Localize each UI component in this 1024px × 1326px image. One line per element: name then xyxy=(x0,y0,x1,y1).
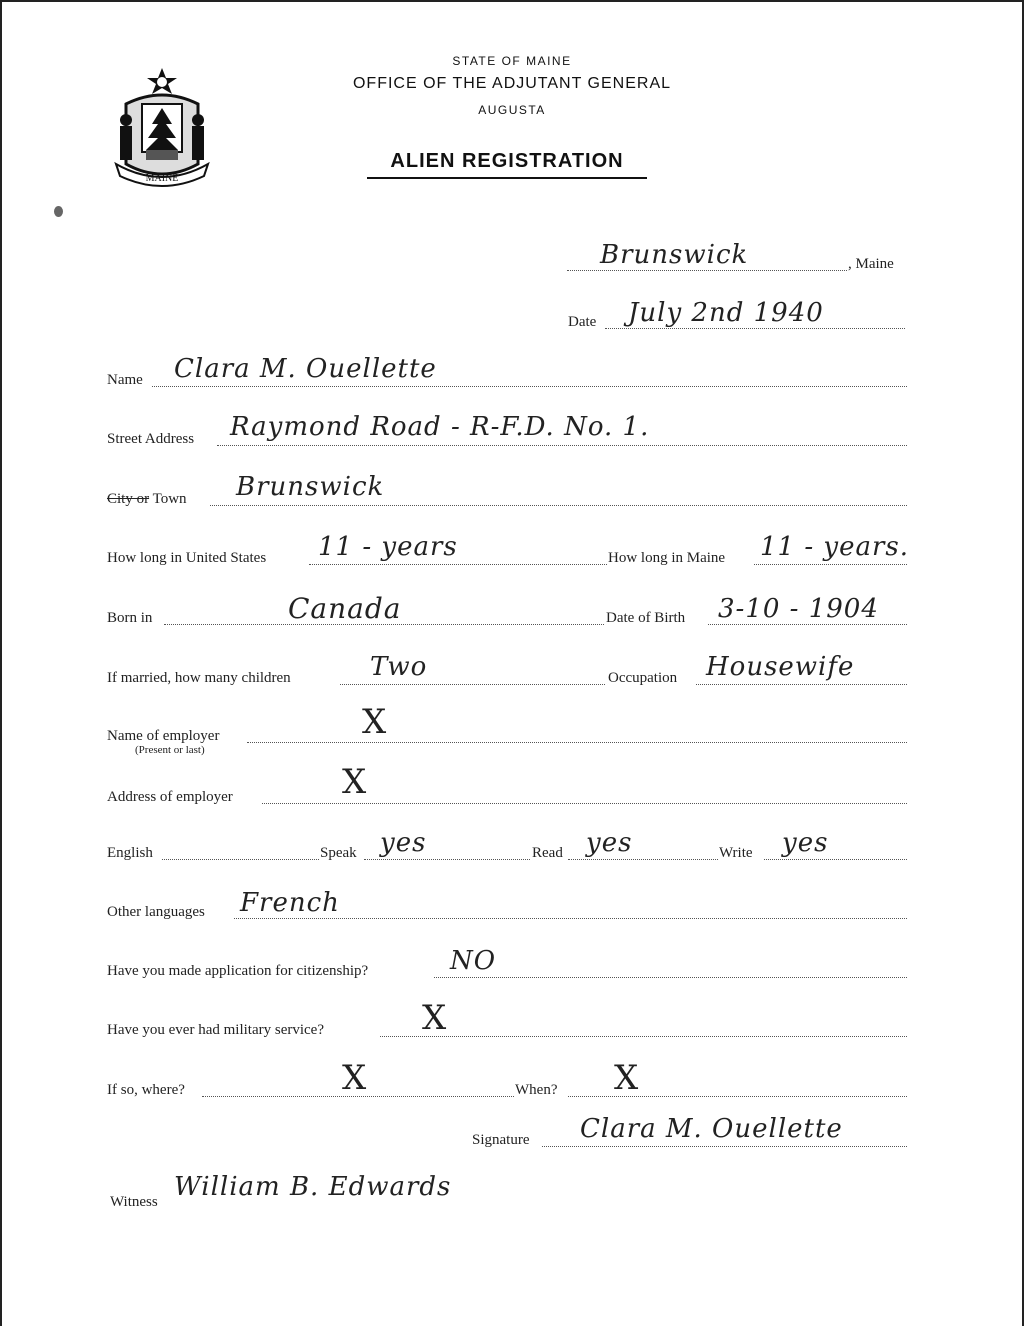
signature-label: Signature xyxy=(472,1132,530,1148)
citizenship-value: NO xyxy=(450,946,497,976)
where-value: X xyxy=(342,1058,368,1098)
street-label: Street Address xyxy=(107,431,195,447)
town-label: City or Town xyxy=(107,491,187,507)
title-underline xyxy=(367,177,647,179)
other-languages-label: Other languages xyxy=(107,904,205,920)
born-in-value: Canada xyxy=(288,592,402,625)
maine-duration-label: How long in Maine xyxy=(608,550,726,566)
signature-value: Clara M. Ouellette xyxy=(580,1114,843,1144)
name-value: Clara M. Ouellette xyxy=(174,354,437,384)
employer-name-value: X xyxy=(362,702,388,742)
employer-name-label: Name of employer xyxy=(107,728,220,744)
witness-label: Witness xyxy=(110,1194,158,1210)
ink-spot xyxy=(54,206,63,217)
maine-duration-value: 11 - years. xyxy=(760,532,910,562)
speak-label: Speak xyxy=(320,845,357,861)
us-duration-label: How long in United States xyxy=(107,550,267,566)
english-label: English xyxy=(107,845,153,861)
citizenship-label: Have you made application for citizenship? xyxy=(107,963,369,979)
employer-name-sublabel: (Present or last) xyxy=(135,744,205,756)
place-value: Brunswick xyxy=(600,240,749,270)
street-value: Raymond Road - R-F.D. No. 1. xyxy=(230,412,650,442)
other-languages-value: French xyxy=(240,888,340,918)
place-suffix: , Maine xyxy=(848,256,894,272)
when-value: X xyxy=(614,1058,640,1098)
where-label: If so, where? xyxy=(107,1082,185,1098)
dob-label: Date of Birth xyxy=(606,610,686,626)
dob-value: 3-10 - 1904 xyxy=(718,594,879,624)
occupation-value: Housewife xyxy=(706,652,855,682)
military-label: Have you ever had military service? xyxy=(107,1022,324,1038)
speak-value: yes xyxy=(380,828,427,858)
read-value: yes xyxy=(586,828,633,858)
occupation-label: Occupation xyxy=(608,670,678,686)
when-label: When? xyxy=(515,1082,558,1098)
date-value: July 2nd 1940 xyxy=(628,298,824,328)
military-value: X xyxy=(422,998,448,1038)
town-value: Brunswick xyxy=(236,472,385,502)
form-title: ALIEN REGISTRATION xyxy=(390,150,624,172)
header-city: AUGUSTA xyxy=(478,103,546,117)
us-duration-value: 11 - years xyxy=(318,532,458,562)
employer-address-value: X xyxy=(342,762,368,802)
name-label: Name xyxy=(107,372,143,388)
born-in-label: Born in xyxy=(107,610,153,626)
witness-value: William B. Edwards xyxy=(174,1172,452,1202)
employer-address-label: Address of employer xyxy=(107,789,233,805)
state-seal-icon xyxy=(106,64,218,192)
date-label: Date xyxy=(568,314,597,330)
svg-text:MAINE: MAINE xyxy=(145,173,179,184)
children-label: If married, how many children xyxy=(107,670,291,686)
write-value: yes xyxy=(782,828,829,858)
read-label: Read xyxy=(532,845,563,861)
write-label: Write xyxy=(719,845,753,861)
header-state: STATE OF MAINE xyxy=(452,54,572,68)
children-value: Two xyxy=(370,652,428,682)
header-office: OFFICE OF THE ADJUTANT GENERAL xyxy=(352,75,672,92)
